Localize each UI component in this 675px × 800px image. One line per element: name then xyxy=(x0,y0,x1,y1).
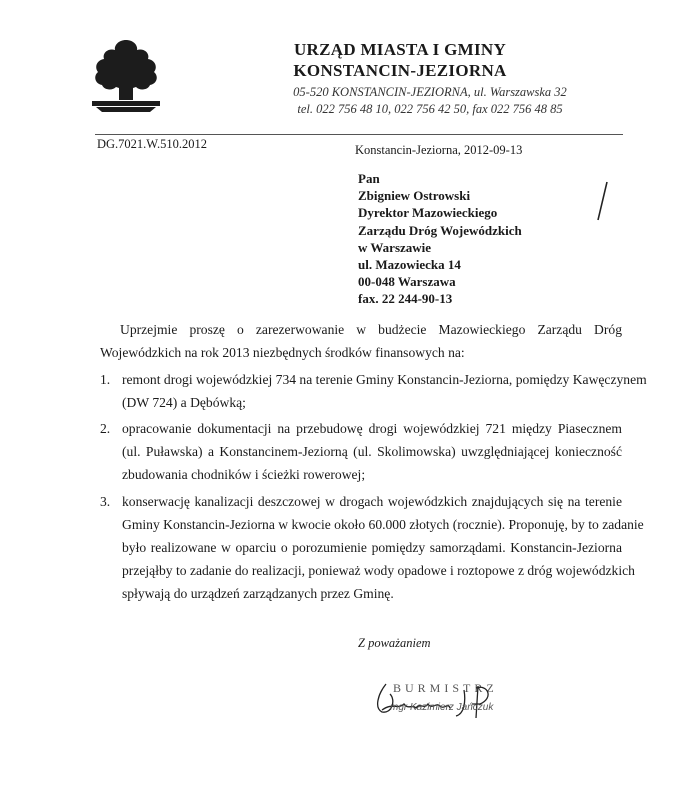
item-number: 1. xyxy=(100,372,111,387)
item-line: konserwację kanalizacji deszczowej w drogach wojewódzkich znajdujących się na terenie xyxy=(122,494,622,509)
recipient-line: w Warszawie xyxy=(358,239,432,255)
recipient-line: Zbigniew Ostrowski xyxy=(358,188,471,204)
recipient-line: ul. Mazowiecka 14 xyxy=(358,257,461,273)
item-line: było realizowane w oparciu o porozumienie pomiędzy samorządami. Konstancin-Jeziorna xyxy=(122,540,622,555)
recipient-line: Zarządu Dróg Wojewódzkich xyxy=(358,222,522,238)
item-line: Gminy Konstancin-Jeziorna w kwocie około 60.000 złotych (rocznie). Proponuję, by to zadanie xyxy=(122,517,644,532)
stamp-title: BURMISTRZ xyxy=(393,681,498,695)
letter-body xyxy=(100,0,647,800)
item-line: przejąłby to zadanie do realizacji, ponieważ wody opadowe i roztopowe z dróg wojewódzkich xyxy=(122,563,635,578)
item-line: (ul. Puławska) a Konstancinem-Jeziorną (ul. Skolimowska) uwzględniającej konieczność xyxy=(122,444,622,459)
item-line: spływają do urządzeń zarządzanych przez Gminę. xyxy=(122,586,394,601)
office-title-line2: KONSTANCIN-JEZIORNA xyxy=(293,61,507,80)
recipient-line: fax. 22 244-90-13 xyxy=(358,291,453,307)
stamp-name: mgr Kazimierz Jańczuk xyxy=(390,702,494,713)
item-line: remont drogi wojewódzkiej 734 na terenie Gminy Konstancin-Jeziorna, pomiędzy Kawęczynem xyxy=(122,372,647,387)
recipient-line: Dyrektor Mazowieckiego xyxy=(358,205,498,221)
item-number: 3. xyxy=(100,494,111,509)
reference-number: DG.7021.W.510.2012 xyxy=(97,137,207,151)
recipient-line: 00-048 Warszawa xyxy=(358,274,456,290)
office-title-line1: URZĄD MIASTA I GMINY xyxy=(293,40,507,59)
recipient-line: Pan xyxy=(358,171,380,186)
place-date: Konstancin-Jeziorna, 2012-09-13 xyxy=(355,143,523,157)
item-number: 2. xyxy=(100,421,111,436)
intro-line: Wojewódzkich na rok 2013 niezbędnych środków finansowych na: xyxy=(100,345,465,360)
office-phones: tel. 022 756 48 10, 022 756 42 50, fax 022 756 48 85 xyxy=(297,102,563,116)
office-address: 05-520 KONSTANCIN-JEZIORNA, ul. Warszawska 32 xyxy=(293,85,567,99)
item-line: opracowanie dokumentacji na przebudowę drogi wojewódzkiej 721 między Piasecznem xyxy=(122,421,622,436)
item-line: zbudowania chodników i ścieżki rowerowej; xyxy=(122,467,366,482)
item-line: (DW 724) a Dębówką; xyxy=(122,395,246,410)
closing: Z poważaniem xyxy=(358,636,431,650)
intro-line: Uprzejmie proszę o zarezerwowanie w budżecie Mazowieckiego Zarządu Dróg xyxy=(120,322,622,337)
